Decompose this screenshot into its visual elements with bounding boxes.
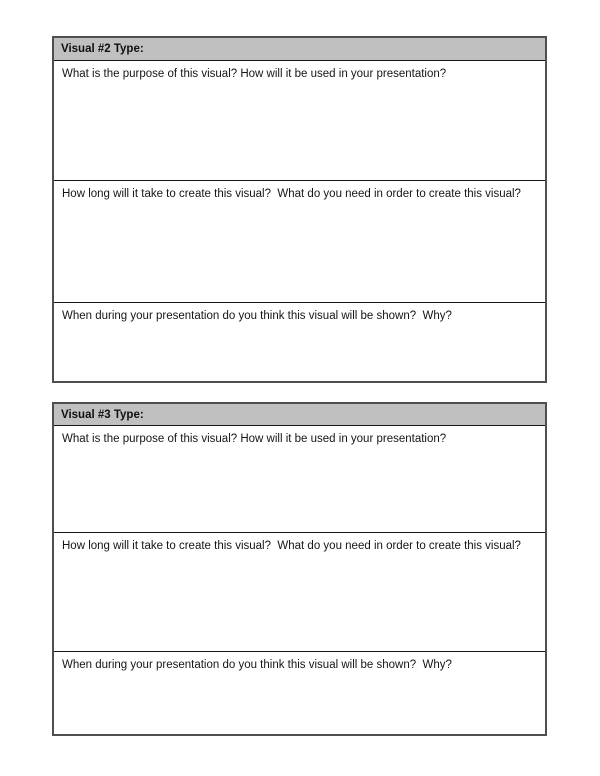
timing-question: When during your presentation do you think this visual will be shown? Why? (62, 310, 452, 322)
visual3-timing-cell (54, 651, 545, 734)
visual3-table (52, 402, 547, 736)
visual2-title: Visual #2 Type: (61, 43, 144, 55)
duration-question: How long will it take to create this visual? What do you need in order to create this visual? (62, 188, 521, 200)
visual2-table (52, 36, 547, 383)
duration-question: How long will it take to create this visual? What do you need in order to create this visual? (62, 540, 521, 552)
visual3-header-bar (54, 404, 545, 425)
visual3-title: Visual #3 Type: (61, 409, 144, 421)
visual2-purpose-cell (54, 60, 545, 180)
visual2-duration-cell (54, 180, 545, 302)
visual2-header-bar (54, 38, 545, 60)
visual2-timing-cell (54, 302, 545, 381)
visual3-duration-cell (54, 532, 545, 651)
purpose-question: What is the purpose of this visual? How will it be used in your presentation? (62, 68, 447, 80)
purpose-question: What is the purpose of this visual? How will it be used in your presentation? (62, 433, 447, 445)
visual3-purpose-cell (54, 425, 545, 532)
timing-question: When during your presentation do you think this visual will be shown? Why? (62, 659, 452, 671)
